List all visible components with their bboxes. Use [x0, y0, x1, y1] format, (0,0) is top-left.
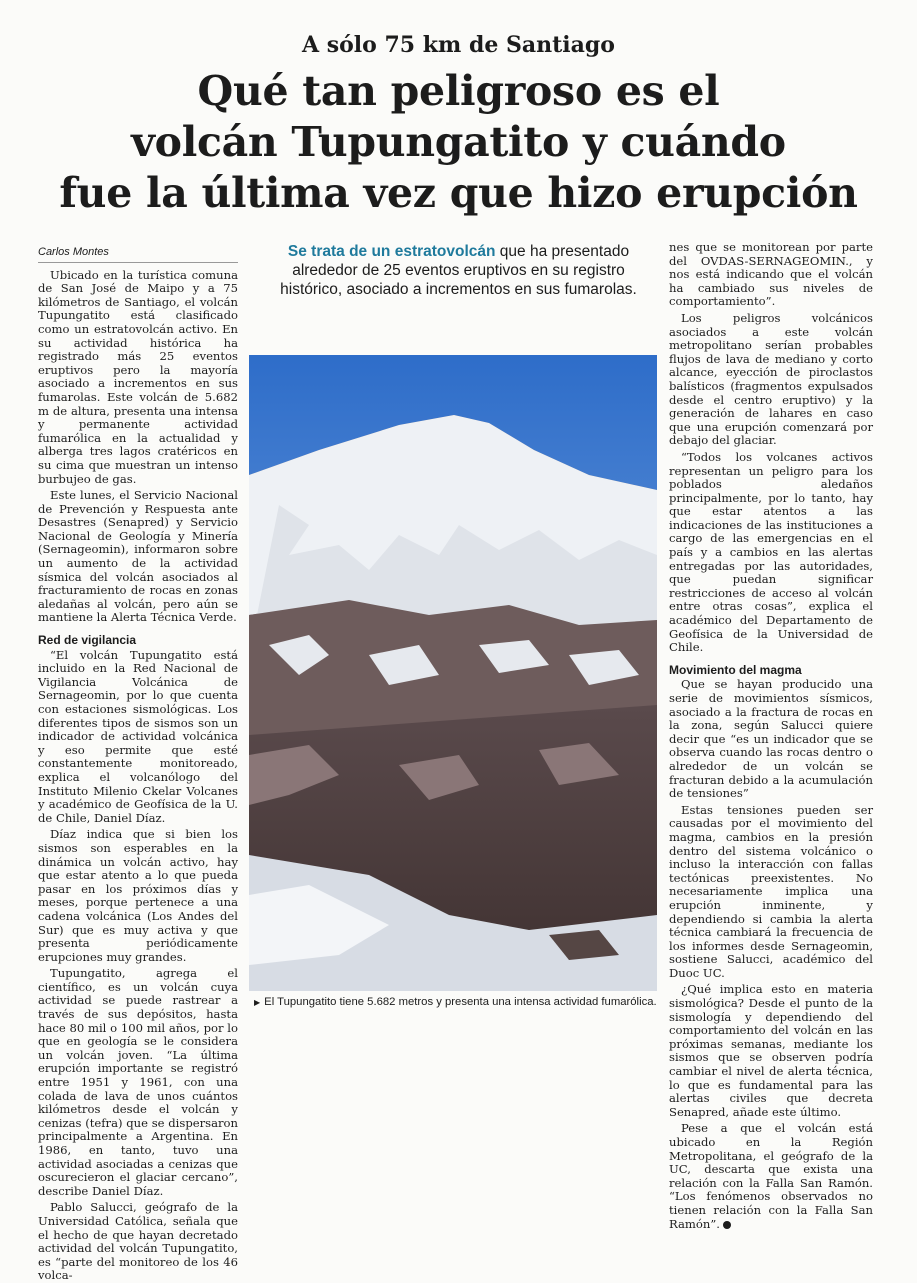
- paragraph: “El volcán Tupungatito está incluido en la Red Nacional de Vigilancia Volcánica de Sernageomin, por lo que cuenta con estaciones sismológicas. Los diferentes tipos de sismos son un indicador de actividad volcánica y eso permite que esté constantemente monitoreado, explica el volcanólogo del Instituto Milenio Ckelar Volcanes y académico de Geofísica de la U. de Chile, Daniel Díaz.: [38, 647, 238, 825]
- paragraph: Díaz indica que si bien los sismos son esperables en la dinámica un volcán activo, hay que estar atento a lo que pueda pasar en los próximos días y meses, porque pertenece a una cadena volcánica (Los Andes del Sur) que es muy activa y que presenta periódicamente erupciones muy grandes.: [38, 827, 238, 964]
- headline-line: Qué tan peligroso es el: [197, 67, 720, 115]
- article-kicker: A sólo 75 km de Santiago: [302, 32, 615, 58]
- caption-triangle-icon: ▶: [254, 998, 261, 1007]
- paragraph: Los peligros volcánicos asociados a este volcán metropolitano serían probables flujos de lava de mediano y corto alcance, eyección de piroclastos balísticos (fragmentos expulsados desde el centro eruptivo) y la generación de lahares en caso que una erupción comenzará por debajo del glaciar.: [669, 310, 873, 448]
- subhead-red-de-vigilancia: Red de vigilancia: [38, 633, 137, 648]
- photo-caption: [254, 996, 674, 1008]
- left-column: [38, 246, 238, 1283]
- lead-text: que ha presentado alrededor de 25 eventos eruptivos en su registro histórico, asociado a incrementos en sus fumarolas.: [280, 243, 637, 298]
- paragraph: Ubicado en la turística comuna de San José de Maipo y a 75 kilómetros de Santiago, el volcán Tupungatito está clasificado como un estratovolcán activo. En su actividad histórica ha registrado más 25 eventos eruptivos pero la mayoría asociado a incrementos en sus fumarolas. Este volcán de 5.682 m de altura, presenta una intensa y permanente actividad fumarólica en la actualidad y alberga tres lagos cratéricos en su cima que muestran un intenso burbujeo de gas.: [38, 267, 238, 486]
- lead-summary: [262, 242, 655, 299]
- right-column: [669, 241, 873, 1231]
- headline-line: fue la última vez que hizo erupción: [59, 169, 858, 217]
- paragraph: Este lunes, el Servicio Nacional de Prevención y Respuesta ante Desastres (Senapred) y Servicio Nacional de Geología y Minería (Sernageomin), informaron sobre un aumento de la actividad sísmica del volcán asociados al fracturamiento de rocas en zonas aledañas al volcán, pero aún se mantiene la Alerta Técnica Verde.: [38, 488, 238, 625]
- subhead-movimiento-del-magma: Movimiento del magma: [669, 662, 802, 677]
- lead-highlight: Se trata de un estratovolcán: [287, 243, 496, 260]
- paragraph: “Todos los volcanes activos representan un peligro para los poblados aledaños principalmente, por lo tanto, hay que estar atentos a las indicaciones de las instituciones a cargo de las emergencias en el país y a cambios en las alertas entregadas por las autoridades, que puedan significar restricciones de acceso al volcán entre otras cosas”, explica el académico del Departamento de Geofísica de la Universidad de Chile.: [669, 449, 873, 655]
- article-headline: [0, 66, 917, 219]
- paragraph: ¿Qué implica esto en materia sismológica? Desde el punto de la sismología y dependiendo del comportamiento del volcán en las próximas semanas, mediante los sismos que se observen podría cambiar el nivel de alerta técnica, lo que es fundamental para las alertas civiles que decreta Senapred, añade este último.: [669, 982, 873, 1119]
- paragraph: Estas tensiones pueden ser causadas por el movimiento del magma, cambios en la presión dentro del sistema volcánico o incluso la interacción con fallas tectónicas preexistentes. No necesariamente implica una erupción inminente, y dependiendo si cambia la alerta técnica cambiará la frecuencia de los informes desde Sernageomin, sostiene Salucci, académico del Duoc UC.: [669, 802, 873, 980]
- paragraph: Que se hayan producido una serie de movimientos sísmicos, asociado a la fractura de rocas en la zona, según Salucci quiere decir que “es un indicador que se observa cuando las rocas dentro o alrededor de un volcán se fracturan debido a la acumulación de tensiones”: [669, 677, 873, 801]
- volcano-photo: [249, 355, 657, 991]
- author-byline: Carlos Montes: [38, 246, 238, 263]
- paragraph: nes que se monitorean por parte del OVDAS-SERNAGEOMIN., y nos está indicando que el volcán ha cambiado sus niveles de comportamiento”.: [669, 240, 873, 309]
- final-text: Pese a que el volcán está ubicado en la Región Metropolitana, el geógrafo de la UC, descarta que exista una relación con la Falla San Ramón. “Los fenómenos observados no tienen relación con la Falla San Ramón”.: [669, 1121, 873, 1231]
- paragraph: Pablo Salucci, geógrafo de la Universidad Católica, señala que el hecho de que hayan decretado actividad del volcán Tupungatito, es “parte del monitoreo de los 46 volca-: [38, 1200, 238, 1283]
- paragraph-final: [669, 1122, 873, 1231]
- paragraph: Tupungatito, agrega el científico, es un volcán cuya actividad se puede rastrear a través de sus depósitos, hasta hace 80 mil o 100 mil años, por lo que en geología se le considera un volcán joven. “La última erupción importante se registró entre 1951 y 1961, con una colada de lava de unos cuántos kilómetros desde el volcán y cenizas (tefra) que se dispersaron principalmente a Argentina. En 1986, en tanto, tuvo una actividad asociadas a cenizas que oscurecieron el glaciar cercano”, describe Daniel Díaz.: [38, 966, 238, 1198]
- end-of-article-bullet-icon: [723, 1221, 731, 1229]
- caption-text: El Tupungatito tiene 5.682 metros y presenta una intensa actividad fumarólica.: [264, 996, 657, 1008]
- headline-line: volcán Tupungatito y cuándo: [131, 118, 786, 166]
